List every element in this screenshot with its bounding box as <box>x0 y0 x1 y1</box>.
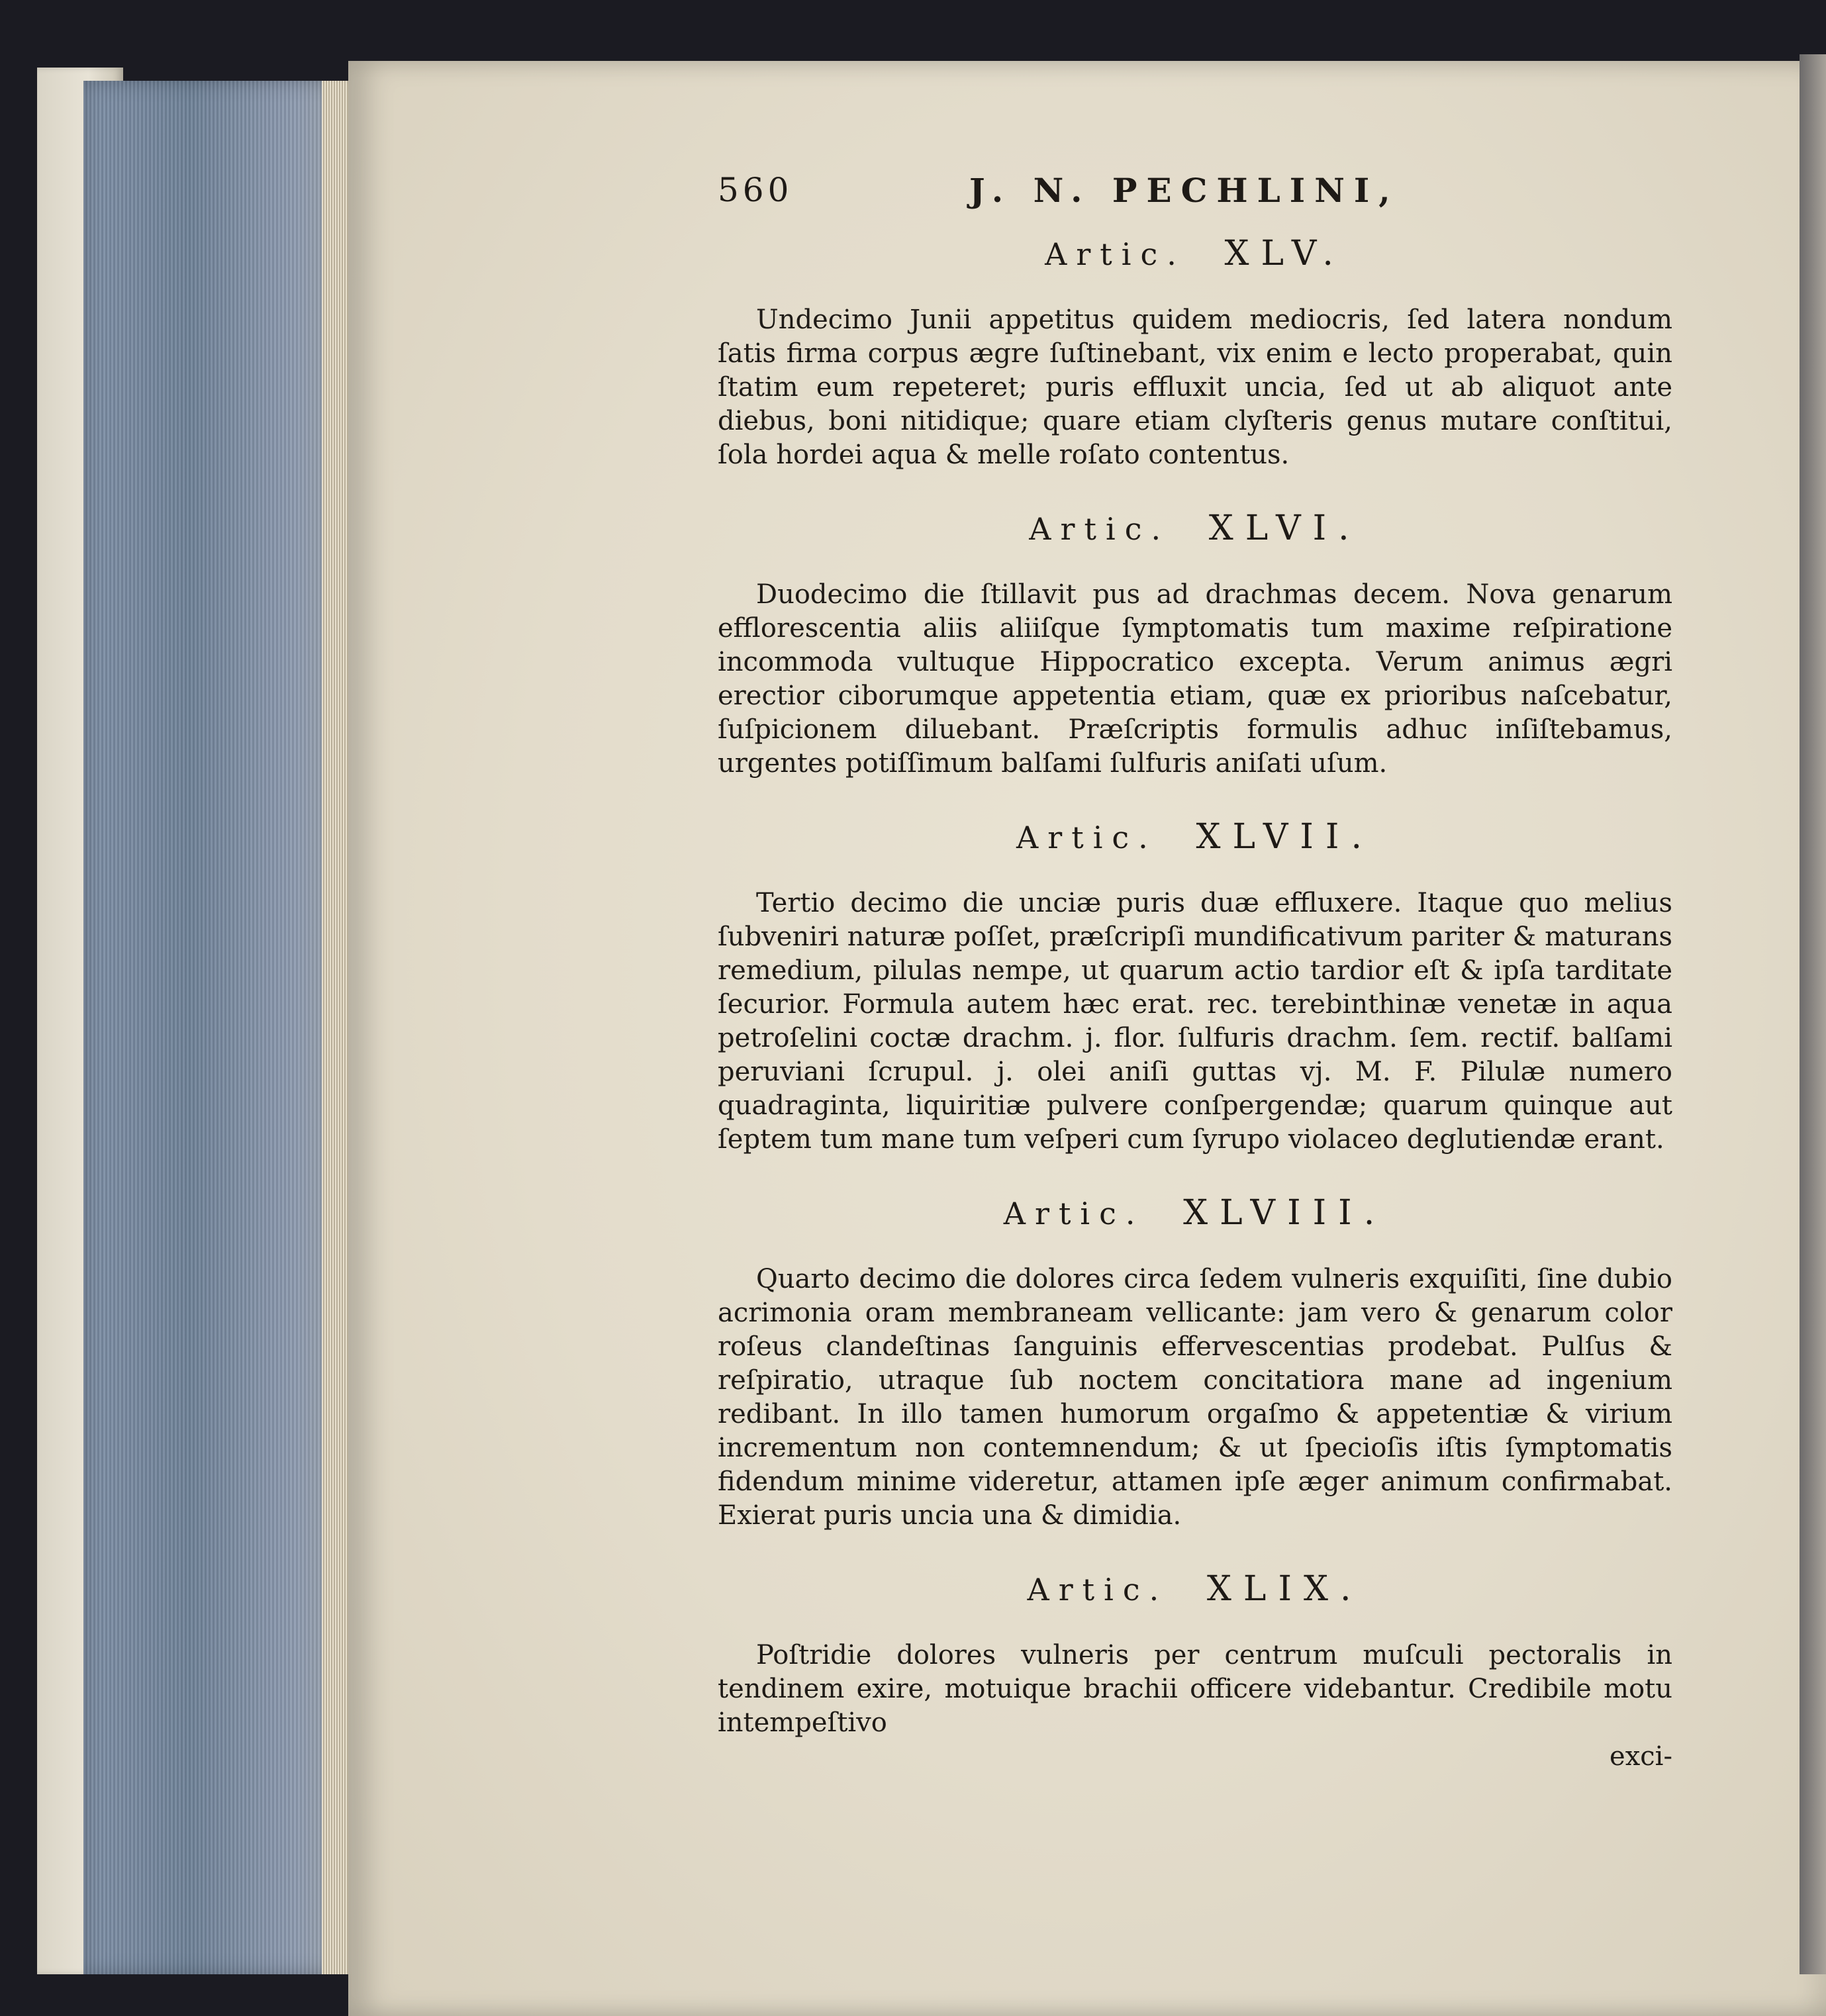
article-heading <box>718 807 1672 867</box>
article-text: Duodecimo die ſtillavit pus ad drachmas decem. Nova genarum efflorescentia aliis aliiſque ſymptomatis tum maxime reſpiratione incommoda vultuque Hippocratico excepta. Verum animus ægri erectior ciborumque appetentia etiam, quæ ex prioribus naſcebatur, ſuſpicionem diluebant. Præſcriptis formulis adhuc inſiſtebamus, urgentes potiſſimum balſami ſulfuris aniſati uſum. <box>718 579 1672 779</box>
article-text: Quarto decimo die dolores circa ſedem vulneris exquiſiti, ſine dubio acrimonia oram membraneam vellicante: jam vero & genarum color roſeus clandeſtinas ſanguinis effervescentias prodebat. Pulſus & reſpiratio, utraque ſub noctem concitatiora mane ad ingenium redibant. In illo tamen humorum orgaſmo & appetentiæ & virium incrementum non contemnendum; & ut ſpecioſis iſtis ſymptomatis fidendum minime videretur, attamen ipſe æger animum confirmabat. Exierat puris uncia una & dimidia. <box>718 1264 1672 1531</box>
article-label: Artic. <box>1045 236 1186 272</box>
text-column <box>718 171 1672 1773</box>
article-heading <box>718 1183 1672 1243</box>
article-label: Artic. <box>1029 511 1171 547</box>
article-number: XLV. <box>1224 234 1345 273</box>
article-text: Poſtridie dolores vulneris per centrum muſculi pectoralis in tendinem exire, motuique brachii officere videbantur. Credibile motu intempeſtivo <box>718 1640 1672 1738</box>
article-label: Artic. <box>1016 820 1157 855</box>
page-number: 560 <box>718 171 793 209</box>
article-heading <box>718 224 1672 283</box>
article-number: XLIX. <box>1206 1569 1363 1609</box>
article-heading <box>718 499 1672 558</box>
article-number: XLVII. <box>1196 817 1374 857</box>
article-label: Artic. <box>1027 1572 1169 1608</box>
running-head-author: J. N. PECHLINI, <box>969 171 1400 210</box>
article-heading <box>718 1559 1672 1619</box>
facing-page-edge <box>1800 54 1826 1974</box>
article-number: XLVI. <box>1208 508 1361 548</box>
article-text: Undecimo Junii appetitus quidem mediocris, ſed latera nondum ſatis firma corpus ægre ſuſtinebant, vix enim e lecto properabat, quin ſtatim eum repeteret; puris effluxit uncia, ſed ut ab aliquot ante diebus, boni nitidique; quare etiam clyſteris genus mutare conſtitui, ſola hordei aqua & melle roſato contentus. <box>718 305 1672 470</box>
article-label: Artic. <box>1003 1196 1145 1231</box>
running-head <box>718 171 1672 224</box>
catchword: exci- <box>1610 1741 1672 1772</box>
article-number: XLVIII. <box>1183 1193 1387 1233</box>
article-text: Tertio decimo die unciæ puris duæ effluxere. Itaque quo melius ſubveniri naturæ poſſet, præſcripſi mundificativum pariter & maturans remedium, pilulas nempe, ut quarum actio tardior eſt & ipſa tarditate ſecurior. Formula autem hæc erat. rec. terebinthinæ venetæ in aqua petroſelini coctæ drachm. j. flor. ſulfuris drachm. ſem. rectif. balſami peruviani ſcrupul. j. olei aniſi guttas vj. M. F. Pilulæ numero quadraginta, liquiritiæ pulvere conſpergendæ; quarum quinque aut ſeptem tum mane tum veſperi cum ſyrupo violaceo deglutiendæ erant. <box>718 888 1672 1155</box>
